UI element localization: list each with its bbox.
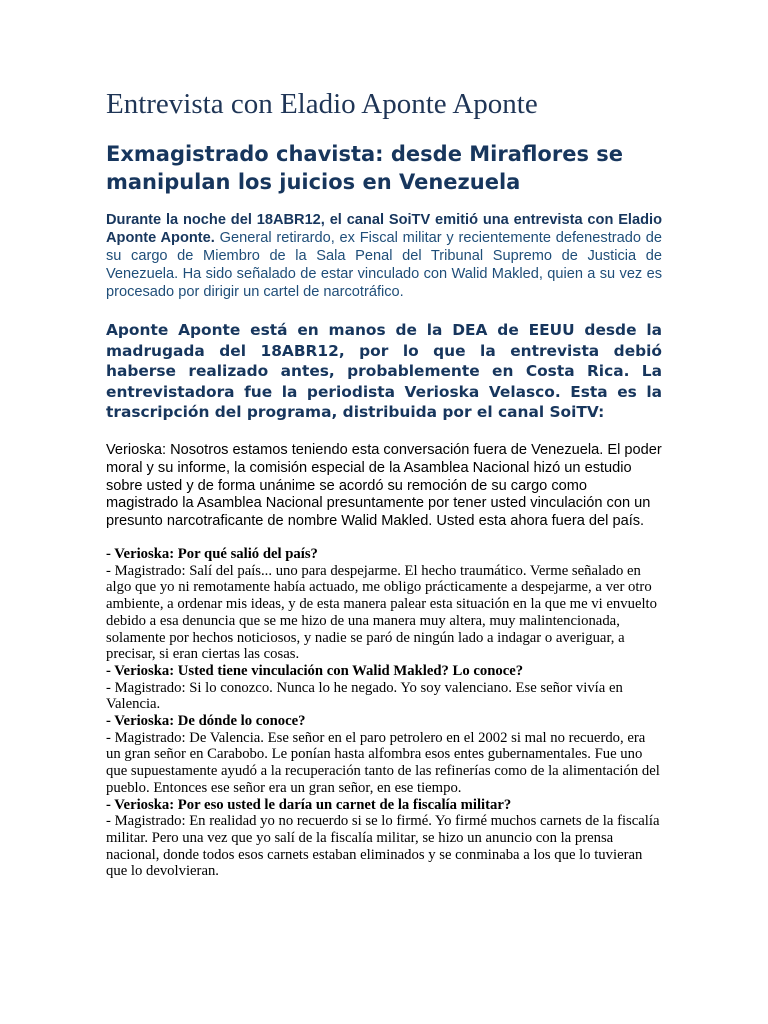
transcript-answer: - Magistrado: En realidad yo no recuerdo si se lo firmé. Yo firmé muchos carnets de la fiscalía militar. Pero una vez que yo salí de la fiscalía militar, se hizo un anuncio con la prensa nacional, donde todos esos carnets estaban eliminados y se conminaba a los que lo tuvieran que lo devolvieran. [106,813,660,880]
intro-paragraph [106,211,662,301]
transcript-question: - Verioska: De dónde lo conoce? [106,713,306,730]
document-subtitle: Exmagistrado chavista: desde Miraflores se manipulan los juicios en Venezuela [106,142,624,194]
opening-paragraph: Verioska: Nosotros estamos teniendo esta conversación fuera de Venezuela. El poder moral y su informe, la comisión especial de la Asamblea Nacional hizó un estudio sobre usted y de forma unánime se acordó su remoción de su cargo como magistrado la Asamblea Nacional presuntamente por tener usted vinculación con un presunto narcotraficante de nombre Walid Makled. Usted esta ahora fuera del país. [106,442,662,530]
transcript-question: - Verioska: Usted tiene vinculación con Walid Makled? Lo conoce? [106,662,524,679]
transcript-answer: - Magistrado: De Valencia. Ese señor en el paro petrolero en el 2002 si mal no recuerdo, era un gran señor en Carabobo. Le ponían hasta alfombra esos entes gubernamentales. Fue uno que supuestamente ayudó a la recuperación tanto de las refinerías como de la alimentación del pueblo. Entonces ese señor era un gran señor, en ese tiempo. [106,729,660,796]
intro-bold-text: Durante la noche del 18ABR12, el canal SoiTV emitió una entrevista con Eladio Aponte Aponte. [106,212,662,246]
document-title: Entrevista con Eladio Aponte Aponte [106,88,538,120]
transcript-question: - Verioska: Por eso usted le daría un carnet de la fiscalía militar? [106,796,512,813]
transcript-answer: - Magistrado: Si lo conozco. Nunca lo he negado. Yo soy valenciano. Ese señor vivía en Valencia. [106,679,623,713]
transcript-question: - Verioska: Por qué salió del país? [106,546,318,562]
transcript [106,546,662,880]
transcript-answer: - Magistrado: Salí del país... uno para despejarme. El hecho traumático. Verme señalado en algo que yo ni remotamente había actuado, me obligo prácticamente a despejarme, a ver otro ambiente, a ordenar mis ideas, y de esta manera palear esta situación en la que me vi envuelto debido a esa denuncia que se me hizo de una manera muy altera, muy malintencionada, solamente por hechos noticiosos, y nadie se paró de ningún lado a indagar o averiguar, a precisar, si eran ciertas las cosas. [106,562,657,663]
intro-text: General retirardo, ex Fiscal militar y recientemente defenestrado de su cargo de Miembro de la Sala Penal del Tribunal Supremo de Justicia de Venezuela. Ha sido señalado de estar vinculado con Walid Makled, quien a su vez es procesado por dirigir un cartel de narcotráfico. [106,230,663,300]
lead-paragraph: Aponte Aponte está en manos de la DEA de EEUU desde la madrugada del 18ABR12, por lo que la entrevista debió haberse realizado antes, probablemente en Costa Rica. La entrevistadora fue la periodista Verioska Velasco. Esta es la trascripción del programa, distribuida por el canal SoiTV: [106,321,662,421]
